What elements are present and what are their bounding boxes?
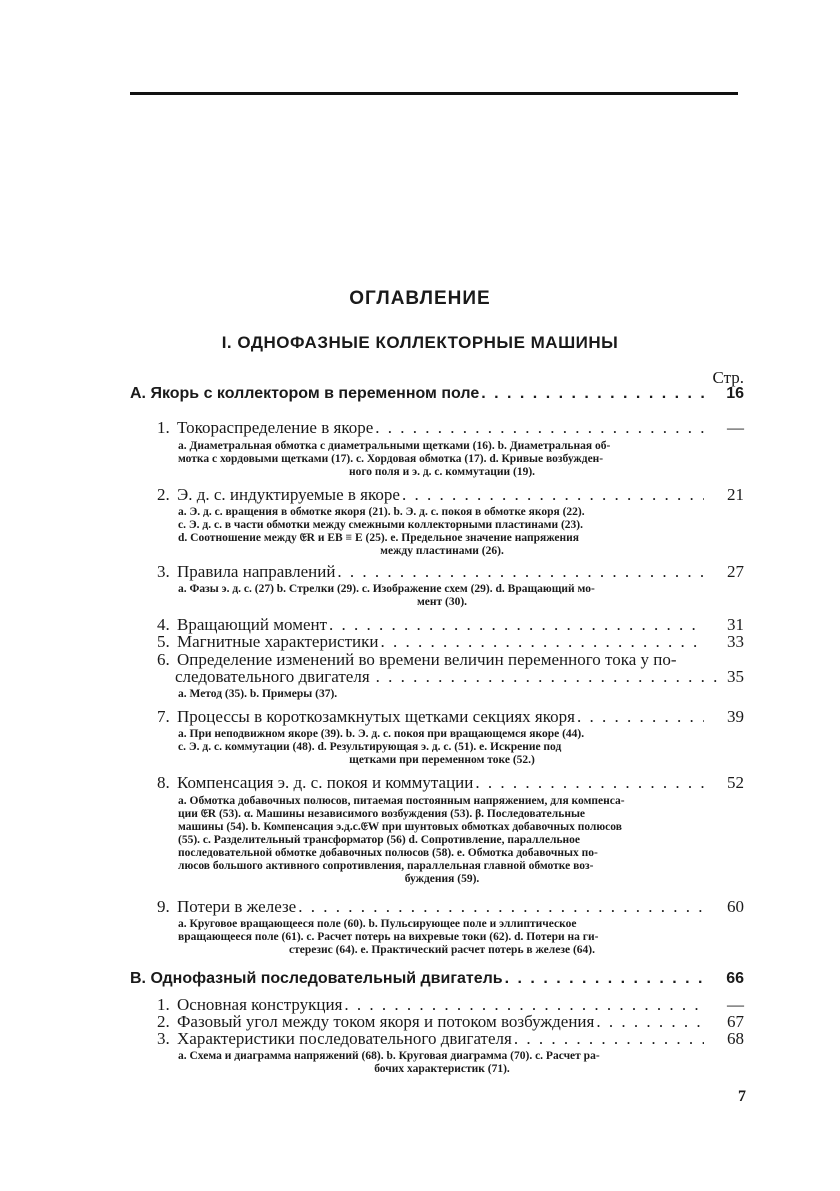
page-title: ОГЛАВЛЕНИЕ — [349, 288, 491, 309]
item-9-subtopics — [178, 918, 706, 957]
item-7-subtopics — [178, 728, 706, 767]
subtopic-line: мент (30). — [416, 596, 468, 608]
page-number: 7 — [738, 1088, 746, 1105]
section-a[interactable] — [130, 385, 744, 403]
item-label: Фазовый угол между током якоря и потоком возбуждения — [177, 1012, 595, 1031]
leader-dots — [402, 485, 704, 505]
toc-item-3[interactable] — [157, 562, 744, 582]
subtopic-line: а. Обмотка добавочных полюсов, питаемая постоянным напряжением, для компенса- — [178, 795, 625, 807]
toc-item-7[interactable] — [157, 707, 744, 727]
item-2-subtopics — [178, 506, 706, 558]
toc-item-2[interactable] — [157, 485, 744, 505]
section-b-page: 66 — [726, 970, 744, 987]
leader-dots — [514, 1029, 704, 1049]
leader-dots — [298, 897, 704, 917]
item-label: Правила направлений — [177, 562, 336, 581]
subtopic-line: буждения (59). — [404, 873, 480, 885]
item-b3-subtopics — [178, 1050, 706, 1076]
subtopic-line: последовательной обмотке добавочных полюсов (58). е. Обмотка добавочных по- — [178, 847, 598, 859]
leader-dots — [577, 707, 704, 727]
item-6-subtopics — [178, 688, 706, 701]
item-number: 1. — [157, 995, 170, 1014]
subtopic-line: ного поля и э. д. с. коммутации (19). — [348, 466, 536, 478]
section-b[interactable] — [130, 970, 744, 988]
leader-dots — [337, 562, 704, 582]
subtopic-line: а. Метод (35). b. Примеры (37). — [178, 688, 338, 700]
item-number: 1. — [157, 418, 170, 437]
subtopic-line: а. Диаметральная обмотка с диаметральными щетками (16). b. Диаметральная об- — [178, 440, 611, 452]
toc-item-b3[interactable] — [157, 1029, 744, 1049]
subtopic-line: (55). с. Разделительный трансформатор (56) d. Сопротивление, параллельное — [178, 834, 581, 846]
item-page: 60 — [727, 897, 744, 916]
page-column-label: Стр. — [712, 368, 744, 387]
item-page: 67 — [727, 1012, 744, 1031]
item-label: Компенсация э. д. с. покоя и коммутации — [177, 773, 474, 792]
item-number: 5. — [157, 632, 170, 651]
leader-dots — [376, 667, 721, 687]
subtopic-line: бочих характеристик (71). — [374, 1063, 510, 1075]
toc-item-9[interactable] — [157, 897, 744, 917]
item-label: Вращающий момент — [177, 615, 328, 634]
item-number: 4. — [157, 615, 170, 634]
leader-dots — [505, 970, 704, 988]
leader-dots — [380, 632, 704, 652]
leader-dots — [375, 418, 704, 438]
item-8-subtopics — [178, 795, 706, 886]
item-number: 2. — [157, 1012, 170, 1031]
toc-item-1[interactable] — [157, 418, 744, 438]
leader-dots — [481, 385, 704, 403]
toc-item-5[interactable] — [157, 632, 744, 652]
subtopic-line: а. При неподвижном якоре (39). b. Э. д. с. покоя при вращающемся якоре (44). — [178, 728, 585, 740]
item-label: Определение изменений во времени величин переменного тока у по- — [177, 650, 677, 669]
item-page: — — [727, 995, 744, 1014]
item-label: Магнитные характеристики — [177, 632, 379, 651]
item-number: 3. — [157, 562, 170, 581]
item-label: Потери в железе — [177, 897, 297, 916]
item-number: 3. — [157, 1029, 170, 1048]
toc-item-8[interactable] — [157, 773, 744, 793]
item-page: 21 — [727, 485, 744, 504]
item-number: 8. — [157, 773, 170, 792]
item-page: 35 — [727, 667, 744, 686]
item-page: 31 — [727, 615, 744, 634]
item-page: 27 — [727, 562, 744, 581]
subtopic-line: машины (54). b. Компенсация э.д.с.𝔈W при шунтовых обмотках добавочных полюсов — [178, 821, 622, 833]
item-label: Э. д. с. индуктируемые в якоре — [177, 485, 400, 504]
item-number: 6. — [157, 650, 170, 669]
item-label: Характеристики последовательного двигателя — [177, 1029, 512, 1048]
subtopic-line: с. Э. д. с. коммутации (48). d. Результирующая э. д. с. (51). е. Искрение под — [178, 741, 562, 753]
item-number: 2. — [157, 485, 170, 504]
subtopic-line: вращающееся поле (61). с. Расчет потерь на вихревые токи (62). d. Потери на ги- — [178, 931, 599, 943]
subtopic-line: стерезис (64). е. Практический расчет потерь в железе (64). — [289, 944, 595, 956]
item-page: 52 — [727, 773, 744, 792]
subtopic-line: между пластинами (26). — [380, 545, 504, 557]
item-label: Токораспределение в якоре — [177, 418, 374, 437]
subtopic-line: мотка с хордовыми щетками (17). с. Хордовая обмотка (17). d. Кривые возбужден- — [178, 453, 604, 465]
subtopic-line: а. Фазы э. д. с. (27) b. Стрелки (29). с. Изображение схем (29). d. Вращающий мо- — [178, 583, 595, 595]
item-label: Процессы в короткозамкнутых щетками секциях якоря — [177, 707, 575, 726]
section-a-label: А. Якорь с коллектором в переменном поле — [130, 385, 480, 402]
subtopic-line: а. Э. д. с. вращения в обмотке якоря (21). b. Э. д. с. покоя в обмотке якоря (22). — [178, 506, 585, 518]
part-title: I. ОДНОФАЗНЫЕ КОЛЛЕКТОРНЫЕ МАШИНЫ — [221, 333, 619, 352]
item-page: 33 — [727, 632, 744, 651]
item-page: 68 — [727, 1029, 744, 1048]
subtopic-line: ции 𝔈R (53). α. Машины независимого возбуждения (53). β. Последовательные — [178, 808, 586, 820]
item-1-subtopics — [178, 440, 706, 479]
subtopic-line: а. Схема и диаграмма напряжений (68). b. Круговая диаграмма (70). с. Расчет ра- — [178, 1050, 600, 1062]
section-a-page: 16 — [726, 385, 744, 402]
item-label: Основная конструкция — [177, 995, 343, 1014]
toc-item-6-continued[interactable] — [175, 667, 744, 687]
subtopic-line: а. Круговое вращающееся поле (60). b. Пульсирующее поле и эллиптическое — [178, 918, 577, 930]
subtopic-line: люсов большого активного сопротивления, параллельная главной обмотке воз- — [178, 860, 594, 872]
section-b-label: В. Однофазный последовательный двигатель — [130, 970, 503, 987]
subtopic-line: с. Э. д. с. в части обмотки между смежными коллекторными пластинами (23). — [178, 519, 584, 531]
item-number: 7. — [157, 707, 170, 726]
item-page: — — [727, 418, 744, 437]
item-number: 9. — [157, 897, 170, 916]
top-rule — [130, 92, 738, 95]
item-page: 39 — [727, 707, 744, 726]
leader-dots — [475, 773, 704, 793]
item-3-subtopics — [178, 583, 706, 609]
subtopic-line: щетками при переменном токе (52.) — [349, 754, 535, 766]
item-label-continued: следовательного двигателя — [175, 667, 370, 686]
subtopic-line: d. Соотношение между 𝔈R и EB ≡ E (25). е. Предельное значение напряжения — [178, 532, 579, 544]
